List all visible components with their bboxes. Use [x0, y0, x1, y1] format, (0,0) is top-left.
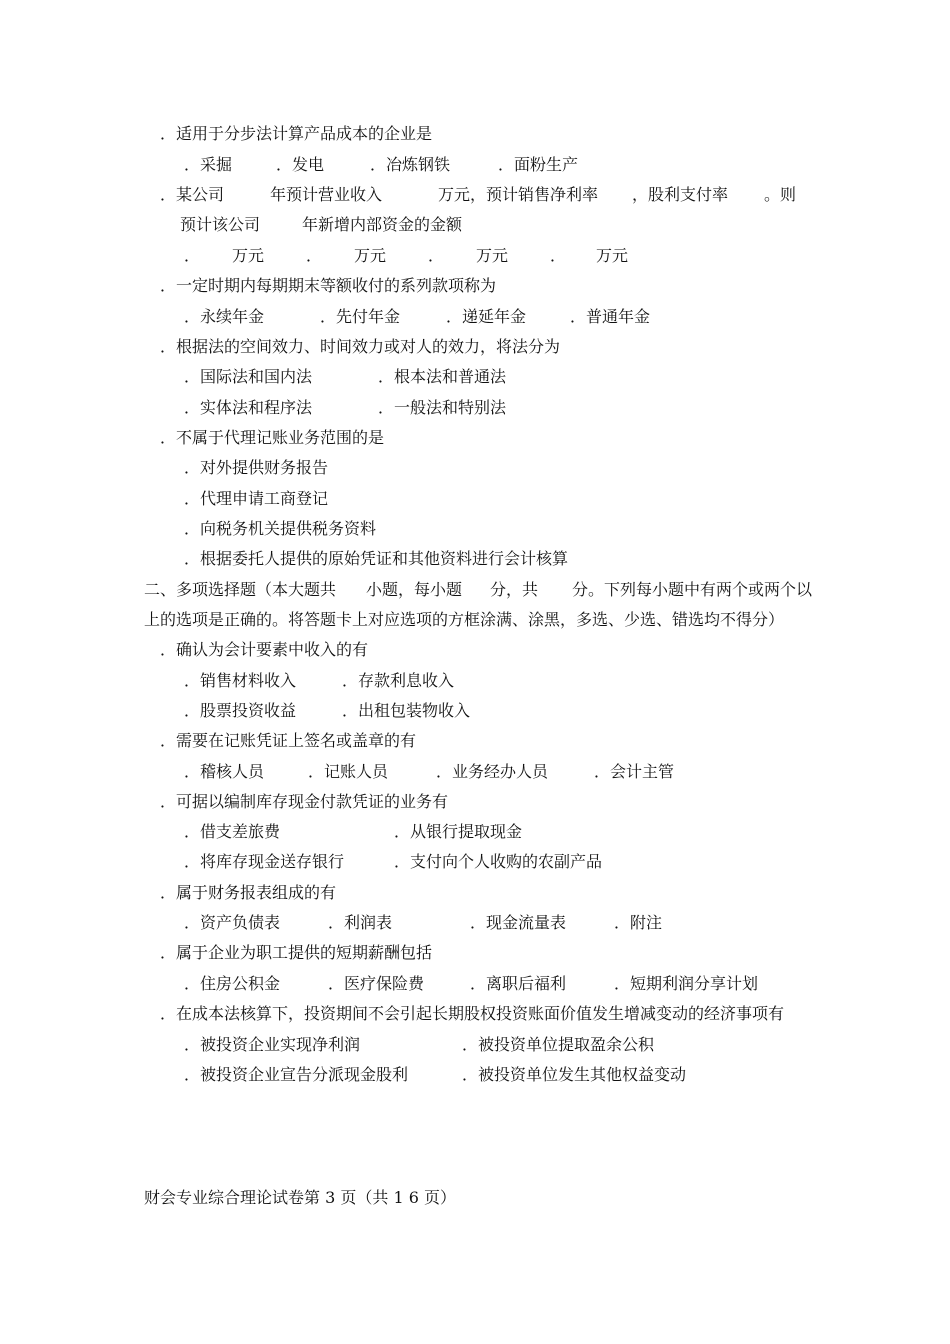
- question-option: ．根据委托人提供的原始凭证和其他资料进行会计核算: [184, 549, 569, 568]
- question-stem: ．一定时期内每期期末等额收付的系列款项称为: [160, 276, 497, 295]
- question-option: ．对外提供财务报告: [184, 458, 329, 477]
- question-stem: ．根据法的空间效力、时间效力或对人的效力，将法分为: [160, 337, 561, 356]
- option: ．采掘: [184, 155, 233, 174]
- question-option: ．代理申请工商登记: [184, 489, 329, 508]
- question-stem: ．需要在记账凭证上签名或盖章的有: [160, 731, 417, 750]
- question-stem: ．在成本法核算下，投资期间不会引起长期股权投资账面价值发生增减变动的经济事项有: [160, 1004, 785, 1023]
- option: ．面粉生产: [498, 155, 579, 174]
- section-heading-cont: 上的选项是正确的。将答题卡上对应选项的方框涂满、涂黑，多选、少选、错选均不得分）: [144, 610, 785, 629]
- option: ．冶炼钢铁: [370, 155, 451, 174]
- question-option: ．向税务机关提供税务资料: [184, 519, 377, 538]
- page-footer: 财会专业综合理论试卷第 3 页（共 1 6 页）: [144, 1188, 456, 1207]
- question-stem: ．可据以编制库存现金付款凭证的业务有: [160, 792, 449, 811]
- option: ．发电: [276, 155, 325, 174]
- question-stem: ．适用于分步法计算产品成本的企业是: [160, 124, 433, 143]
- question-stem: ．确认为会计要素中收入的有: [160, 640, 369, 659]
- question-stem: ．属于财务报表组成的有: [160, 883, 337, 902]
- question-stem: ．属于企业为职工提供的短期薪酬包括: [160, 943, 433, 962]
- question-stem: ．不属于代理记账业务范围的是: [160, 428, 385, 447]
